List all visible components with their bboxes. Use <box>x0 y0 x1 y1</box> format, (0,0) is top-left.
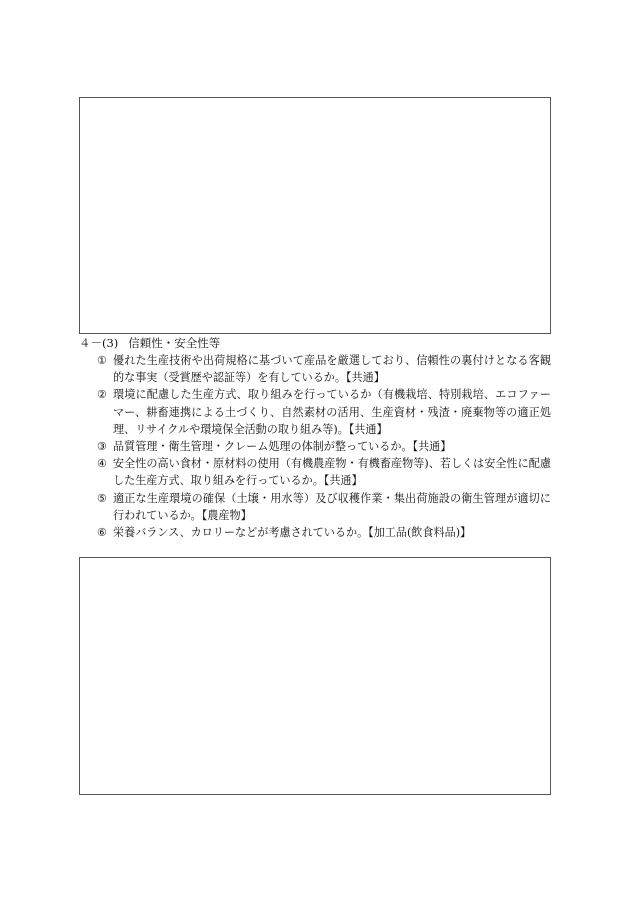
answer-box-previous-section <box>79 97 551 334</box>
criteria-list <box>97 352 551 541</box>
criteria-item-5 <box>97 490 551 524</box>
criteria-number: ① <box>97 354 107 367</box>
criteria-text: 適正な生産環境の確保（土壌・用水等）及び収穫作業・集出荷施設の衛生管理が適切に行われているか。【農産物】 <box>113 491 551 522</box>
criteria-number: ② <box>97 388 107 402</box>
criteria-text: 安全性の高い食材・原材料の使用（有機農産物・有機畜産物等)、若しくは安全性に配慮した生産方式、取り組みを行っているか。【共通】 <box>113 457 551 488</box>
criteria-number: ④ <box>97 457 107 471</box>
criteria-text: 優れた生産技術や出荷規格に基づいて産品を厳選しており、信頼性の裏付けとなる客観的な事実（受賞歴や認証等）を有しているか。【共通】 <box>113 354 551 385</box>
criteria-text: 環境に配慮した生産方式、取り組みを行っているか（有機栽培、特別栽培、エコファーマー、耕畜連携による土づくり、自然素材の活用、生産資材・残渣・廃棄物等の適正処理、リサイクルや環境保全活動の取り組み等)。【共通】 <box>113 388 551 436</box>
criteria-item-3 <box>97 438 551 455</box>
criteria-item-4 <box>97 455 551 489</box>
section-number: ４－(3) <box>79 336 119 350</box>
section-title: 信頼性・安全性等 <box>128 336 221 350</box>
criteria-number: ③ <box>97 440 107 454</box>
criteria-text: 品質管理・衛生管理・クレーム処理の体制が整っているか。【共通】 <box>113 440 452 454</box>
criteria-item-6 <box>97 524 551 541</box>
criteria-number: ⑥ <box>97 526 107 540</box>
criteria-item-1 <box>97 352 551 386</box>
criteria-item-2 <box>97 386 551 438</box>
answer-box-reliability-safety[interactable] <box>79 557 551 795</box>
criteria-text: 栄養バランス、カロリーなどが考慮されているか。【加工品(飲食料品)】 <box>113 526 472 540</box>
criteria-number: ⑤ <box>97 491 107 505</box>
section-heading <box>79 335 220 352</box>
